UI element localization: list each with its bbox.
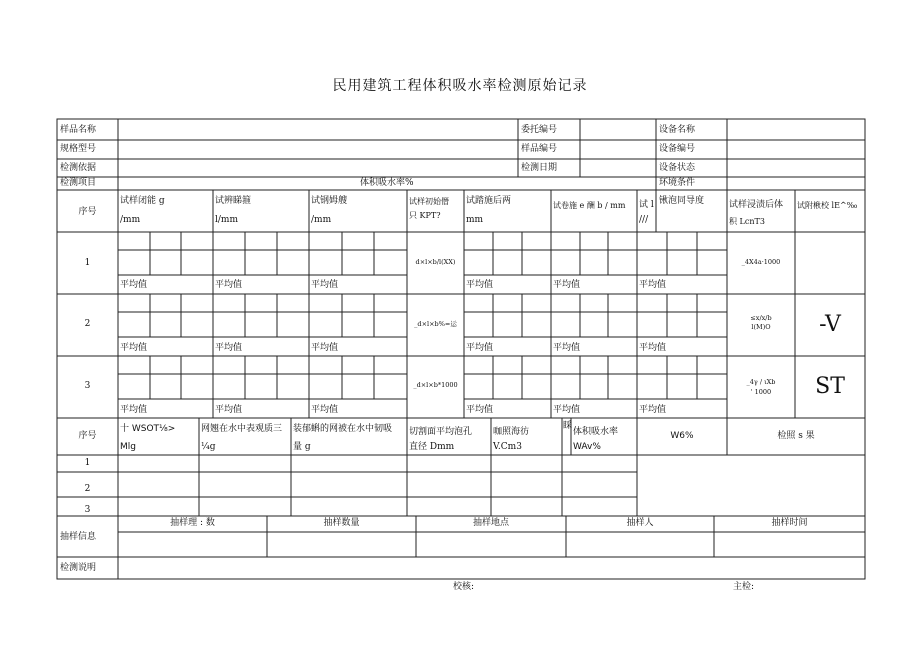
s1-row-1-avg-f: 平均值 [553,280,581,290]
s2-col-d-2: 直径 Dmm [409,442,455,452]
s2-row-3-seq: 3 [84,505,91,515]
s1-row-3-formula: _d×l×b*1000 [413,381,458,389]
s1-row-1-avg-b: 平均值 [215,280,243,290]
s1-col-g: 试 l [639,200,654,210]
s1-row-3-result: ST [815,374,845,399]
s1-row-2-seq: 2 [84,319,91,329]
s2-col-b-2: ¼g [201,442,216,452]
s2-col-g: 体积吸水率 [573,427,619,437]
page-title: 民用建筑工程体积吸水率检测原始记录 [332,78,588,94]
sampling-info-label: 抽样信息 [60,532,97,542]
s1-row-3-avg-e: 平均值 [466,405,494,415]
s1-row-1-avg-h: 平均值 [639,280,667,290]
label-spec-model: 规格型号 [60,144,97,154]
s1-col-g-2: /// [639,215,649,225]
s1-col-d: 试样初始僭 [409,197,449,206]
s1-seq-header: 序号 [78,207,97,217]
s1-col-j: 试附楸校 lE^‰ [797,201,858,210]
s1-row-2-avg-f: 平均值 [553,343,581,353]
s1-row-2-avg-h: 平均值 [639,343,667,353]
label-test-basis: 检测依据 [60,163,97,173]
s1-row-3-avg-b: 平均值 [215,405,243,415]
s1-row-1-avg-c: 平均值 [311,280,339,290]
s1-col-e-unit: mm [466,215,484,225]
s1-col-h: 锹泡同导度 [659,196,705,206]
label-device-name: 设备名称 [659,125,696,135]
label-test-item: 检测项目 [60,178,97,188]
s1-row-2-avg-b: 平均值 [215,343,243,353]
checker-label: 校核: [453,582,475,592]
inspector-label: 主检: [733,582,755,592]
s2-col-a-2: Mlg [120,442,136,452]
s1-row-1-avg-a: 平均值 [120,280,148,290]
s1-col-a-unit: /mm [120,215,141,225]
s1-row-2-avg-a: 平均值 [120,343,148,353]
s1-row-2-volume: ≤x/x/b [750,314,772,322]
s1-row-3-volume-2: ' 1000 [750,388,772,396]
s2-col-b: 网翘在水中表观质三 [201,424,283,434]
s1-col-b: 试辨睇箍 [215,196,252,206]
s1-col-d-2: 只 KPT? [409,211,441,220]
label-environment: 环境条件 [659,178,696,188]
test-item-value: 体积吸水率% [360,178,414,188]
s2-col-i: 检照 s 果 [777,431,815,441]
s2-row-1-seq: 1 [84,458,91,468]
sampling-time: 抽样时间 [771,518,808,528]
sampling-person: 抽样人 [626,518,654,528]
s1-col-e: 试踏施后两 [466,196,512,206]
notes-label: 检测说明 [60,563,97,573]
s2-col-e: 咖照海彷 [493,427,530,437]
label-sample-name: 样品名称 [60,125,97,135]
s1-row-3-seq: 3 [84,381,91,391]
s1-row-3-avg-h: 平均值 [639,405,667,415]
s2-col-c: 装郁蝌的网被在水中韧吸 [293,424,393,434]
s1-col-b-unit: l/mm [215,215,238,225]
s2-seq-header: 序号 [78,431,97,441]
s1-row-3-avg-c: 平均值 [311,405,339,415]
s1-col-f: 试卷施 e 酬 b / mm [553,201,626,210]
s1-row-3-avg-f: 平均值 [553,405,581,415]
label-device-status: 设备状态 [659,163,696,173]
s1-row-2-avg-c: 平均值 [311,343,339,353]
s1-col-a: 试样闭能 g [120,196,165,206]
s1-row-2-formula: _d×l×b%=运 [414,320,457,328]
s2-col-g-2: WAv% [573,442,601,452]
s1-row-2-avg-e: 平均值 [466,343,494,353]
label-test-date: 检测日期 [521,163,558,173]
label-commission-no: 委托编号 [521,125,558,135]
s1-row-1-avg-e: 平均值 [466,280,494,290]
sampling-quantity: 抽样数量 [323,518,360,528]
s1-col-i: 试样浸渍后体 [729,200,784,210]
s1-col-i-2: 积 LcnT3 [729,217,765,226]
sampling-method: 抽样理 : 数 [170,518,215,528]
label-sample-no: 样品编号 [521,144,558,154]
s2-col-e-2: V.Cm3 [493,442,522,452]
s2-col-d: 切割面平均泡孔 [409,427,473,437]
sampling-place: 抽样地点 [472,518,509,528]
s1-col-c-unit: /mm [311,215,332,225]
s2-row-2-seq: 2 [84,484,91,494]
label-device-no: 设备编号 [659,144,696,154]
s1-row-1-formula: d×l×b/l(XX) [415,258,456,266]
s2-col-a: 十 WSOT⅛> [120,424,176,434]
s1-row-1-volume: _4X4a·1000 [741,258,781,266]
s1-row-3-avg-a: 平均值 [120,405,148,415]
s1-row-1-seq: 1 [84,258,91,268]
s2-col-c-2: 量 g [293,442,311,452]
s1-col-c: 试钢姆艘 [311,196,348,206]
s2-col-f: 睬 [563,421,573,431]
s1-row-3-volume: _4γ / ιXb [746,378,776,386]
s2-col-h: W6% [670,431,694,441]
s1-row-2-volume-2: l(M)O [751,323,771,331]
s1-row-2-result: -V [819,312,841,337]
